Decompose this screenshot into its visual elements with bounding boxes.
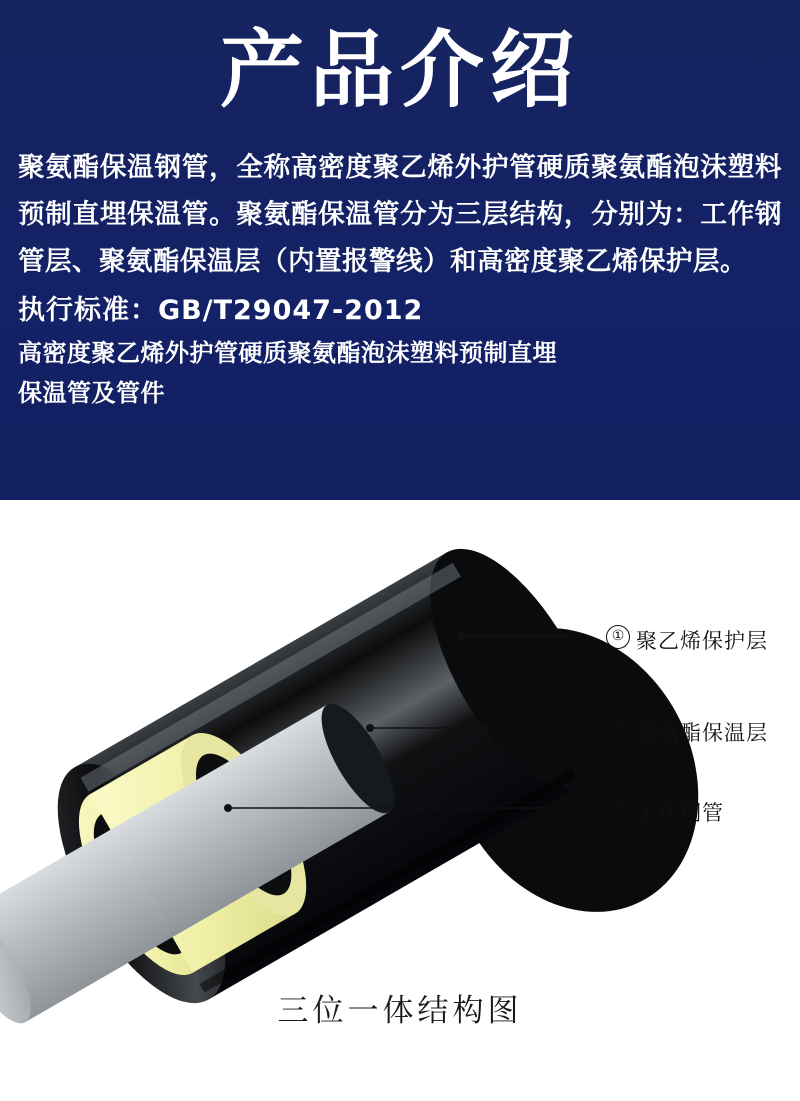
structure-figure xyxy=(0,500,800,1101)
standard-desc-line-2: 保温管及管件 xyxy=(18,379,165,407)
intro-paragraph: 聚氨酯保温钢管，全称高密度聚乙烯外护管硬质聚氨酯泡沫塑料预制直埋保温管。聚氨酯保温管分为三层结构，分别为：工作钢管层、聚氨酯保温层（内置报警线）和高密度聚乙烯保护层。 xyxy=(18,152,782,277)
callout-number-3: ③ xyxy=(606,797,630,821)
callout-label-polyethylene-jacket: 聚乙烯保护层 xyxy=(636,629,768,653)
callout-label-polyurethane-insulation: 聚氨酯保温层 xyxy=(636,721,768,745)
figure-caption: 三位一体结构图 xyxy=(277,993,523,1029)
callout-number-2: ② xyxy=(606,717,630,741)
callout-label-steel-pipe: 工作钢管 xyxy=(636,801,724,825)
intro-panel xyxy=(0,0,800,500)
callout-number-1: ① xyxy=(606,625,630,649)
standard-line: 执行标准：GB/T29047-2012 xyxy=(18,295,424,326)
standard-desc-line-1: 高密度聚乙烯外护管硬质聚氨酯泡沫塑料预制直埋 xyxy=(18,339,557,367)
page-title: 产品介绍 xyxy=(219,21,580,119)
